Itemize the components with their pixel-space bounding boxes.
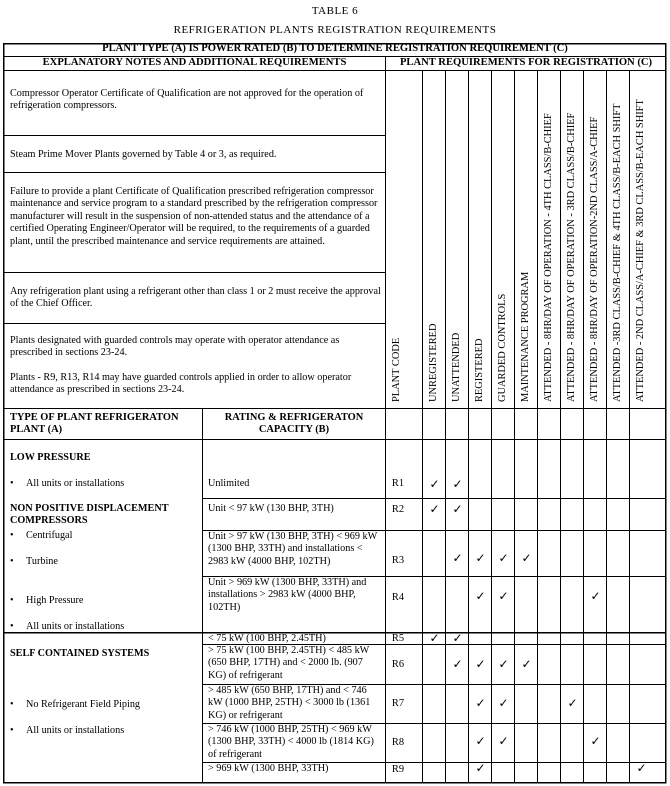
table-title: REFRIGERATION PLANTS REGISTRATION REQUIREMENTS xyxy=(173,24,497,36)
rating-r7: > 485 kW (650 BHP, 17TH) and < 746 kW (1000 BHP, 25TH) < 3000 lb (1361 KG) or refrigerant xyxy=(208,685,371,721)
check-mark-r7-col-4: ✓ xyxy=(498,696,509,710)
check-mark-r1-col-1: ✓ xyxy=(429,477,440,491)
check-mark-r4-col-3: ✓ xyxy=(475,589,486,603)
type-all-units-2: • All units or installations xyxy=(10,621,125,632)
rating-r9: > 969 kW (1300 BHP, 33TH) xyxy=(208,763,329,774)
plant-code-r7: R7 xyxy=(391,698,405,709)
requirements-header: PLANT REQUIREMENTS FOR REGISTRATION (C) xyxy=(399,57,653,68)
check-mark-r7-col-7: ✓ xyxy=(567,696,578,710)
rating-r8: > 746 kW (1000 BHP, 25TH) < 969 kW (1300 BHP, 33TH) < 4000 lb (1814 KG) of refrigerant xyxy=(208,724,374,760)
type-no-field-piping: • No Refrigerant Field Piping xyxy=(10,699,141,710)
type-low-pressure: LOW PRESSURE xyxy=(10,452,91,463)
plant-code-r1: R1 xyxy=(391,478,405,489)
type-all-units-3: • All units or installations xyxy=(10,725,125,736)
check-mark-r6-col-2: ✓ xyxy=(452,657,463,671)
check-mark-r2-col-1: ✓ xyxy=(429,502,440,516)
col-unregistered: UNREGISTERED xyxy=(428,323,439,402)
check-mark-r3-col-2: ✓ xyxy=(452,551,463,565)
col-attended-4th-class: ATTENDED - 8HR/DAY OF OPERATION - 4TH CLASS/B-CHIEF xyxy=(543,113,554,402)
check-mark-r8-col-3: ✓ xyxy=(475,734,486,748)
rating-header: RATING & REFRIGERATON CAPACITY (B) xyxy=(224,412,364,436)
rating-r2: Unit < 97 kW (130 BHP, 3TH) xyxy=(208,503,334,514)
rating-r6: > 75 kW (100 BHP, 2.45TH) < 485 kW (650 BHP, 17TH) and < 2000 lb. (907 KG) of refrigerant xyxy=(208,645,370,681)
note-1: Compressor Operator Certificate of Qualification are not approved for the operation of refrigeration compressors. xyxy=(10,88,364,112)
col-unattended: UNATTENDED xyxy=(451,332,462,402)
rating-r3: Unit > 97 kW (130 BHP, 3TH) < 969 kW (1300 BHP, 33TH) and installations < 2983 kW (4000 BHP, 102TH) xyxy=(208,531,378,567)
check-mark-r1-col-2: ✓ xyxy=(452,477,463,491)
col-attended-3rd-4th-shift: ATTENDED -3RD CLASS/B-CHIEF & 4TH CLASS/B-EACH SHIFT xyxy=(612,103,623,402)
rating-r1: Unlimited xyxy=(208,478,250,489)
check-mark-r4-col-8: ✓ xyxy=(590,589,601,603)
check-mark-r9-col-10: ✓ xyxy=(636,761,647,775)
col-plant-code: PLANT CODE xyxy=(391,337,402,402)
rating-r5: < 75 kW (100 BHP, 2.45TH) xyxy=(208,633,326,644)
notes-header: EXPLANATORY NOTES AND ADDITIONAL REQUIREMENTS xyxy=(42,57,347,68)
plant-code-r6: R6 xyxy=(391,659,405,670)
plant-code-r3: R3 xyxy=(391,555,405,566)
col-attended-2nd-class: ATTENDED - 8HR/DAY OF OPERATION-2ND CLASS/A-CHIEF xyxy=(589,116,600,402)
type-self-contained: SELF CONTAINED SYSTEMS xyxy=(10,648,150,659)
type-centrifugal: • Centrifugal xyxy=(10,530,73,541)
col-guarded-controls: GUARDED CONTROLS xyxy=(497,293,508,402)
col-maintenance-program: MAINTENANCE PROGRAM xyxy=(520,271,531,402)
check-mark-r5-col-2: ✓ xyxy=(452,631,463,645)
col-registered: REGISTERED xyxy=(474,338,485,402)
rating-r4: Unit > 969 kW (1300 BHP, 33TH) and installations > 2983 kW (4000 BHP, 102TH) xyxy=(208,577,367,613)
top-header: PLANT TYPE (A) IS POWER RATED (B) TO DETERMINE REGISTRATION REQUIREMENT (C) xyxy=(102,43,568,54)
note-5: Plants designated with guarded controls may operate with operator attendance as prescribed in sections 23-24. xyxy=(10,335,340,359)
plant-code-r8: R8 xyxy=(391,737,405,748)
check-mark-r4-col-4: ✓ xyxy=(498,589,509,603)
type-all-units-1: • All units or installations xyxy=(10,478,125,489)
check-mark-r8-col-8: ✓ xyxy=(590,734,601,748)
check-mark-r3-col-4: ✓ xyxy=(498,551,509,565)
check-mark-r6-col-4: ✓ xyxy=(498,657,509,671)
plant-code-r9: R9 xyxy=(391,764,405,775)
type-turbine: • Turbine xyxy=(10,556,58,567)
note-6: Plants - R9, R13, R14 may have guarded controls applied in order to allow operator attendance as prescribed in sections 23-24. xyxy=(10,372,352,396)
check-mark-r6-col-5: ✓ xyxy=(521,657,532,671)
type-high-pressure: • High Pressure xyxy=(10,595,84,606)
plant-code-r2: R2 xyxy=(391,504,405,515)
check-mark-r2-col-2: ✓ xyxy=(452,502,463,516)
table-number: TABLE 6 xyxy=(311,5,359,17)
plant-code-r5: R5 xyxy=(391,633,405,644)
col-attended-3rd-class: ATTENDED - 8HR/DAY OF OPERATION - 3RD CLASS/B-CHIEF xyxy=(566,112,577,402)
check-mark-r9-col-3: ✓ xyxy=(475,761,486,775)
type-npd-compressors: NON POSITIVE DISPLACEMENT COMPRESSORS xyxy=(10,503,169,527)
check-mark-r3-col-3: ✓ xyxy=(475,551,486,565)
check-mark-r5-col-1: ✓ xyxy=(429,631,440,645)
col-attended-2nd-3rd-shift: ATTENDED - 2ND CLASS/A-CHIEF & 3RD CLASS/B-EACH SHIFT xyxy=(635,99,646,402)
plant-code-r4: R4 xyxy=(391,592,405,603)
check-mark-r3-col-5: ✓ xyxy=(521,551,532,565)
note-4: Any refrigeration plant using a refrigerant other than class 1 or 2 must receive the approval of the Chief Officer. xyxy=(10,286,381,310)
note-2: Steam Prime Mover Plants governed by Table 4 or 3, as required. xyxy=(10,149,277,160)
check-mark-r6-col-3: ✓ xyxy=(475,657,486,671)
check-mark-r8-col-4: ✓ xyxy=(498,734,509,748)
check-mark-r7-col-3: ✓ xyxy=(475,696,486,710)
note-3: Failure to provide a plant Certificate of Qualification prescribed refrigeration compressor maintenance and service program to a standard prescribed by the refrigeration compressor manufacturer will result in the suspension of non-attended status and the attendance of a certified Operating Engineer/Operator will be required, to the requirements of a guarded plant, until the prescribed maintenance and service requirements are attained. xyxy=(10,186,378,247)
type-header: TYPE OF PLANT REFRIGERATON PLANT (A) xyxy=(10,412,179,436)
